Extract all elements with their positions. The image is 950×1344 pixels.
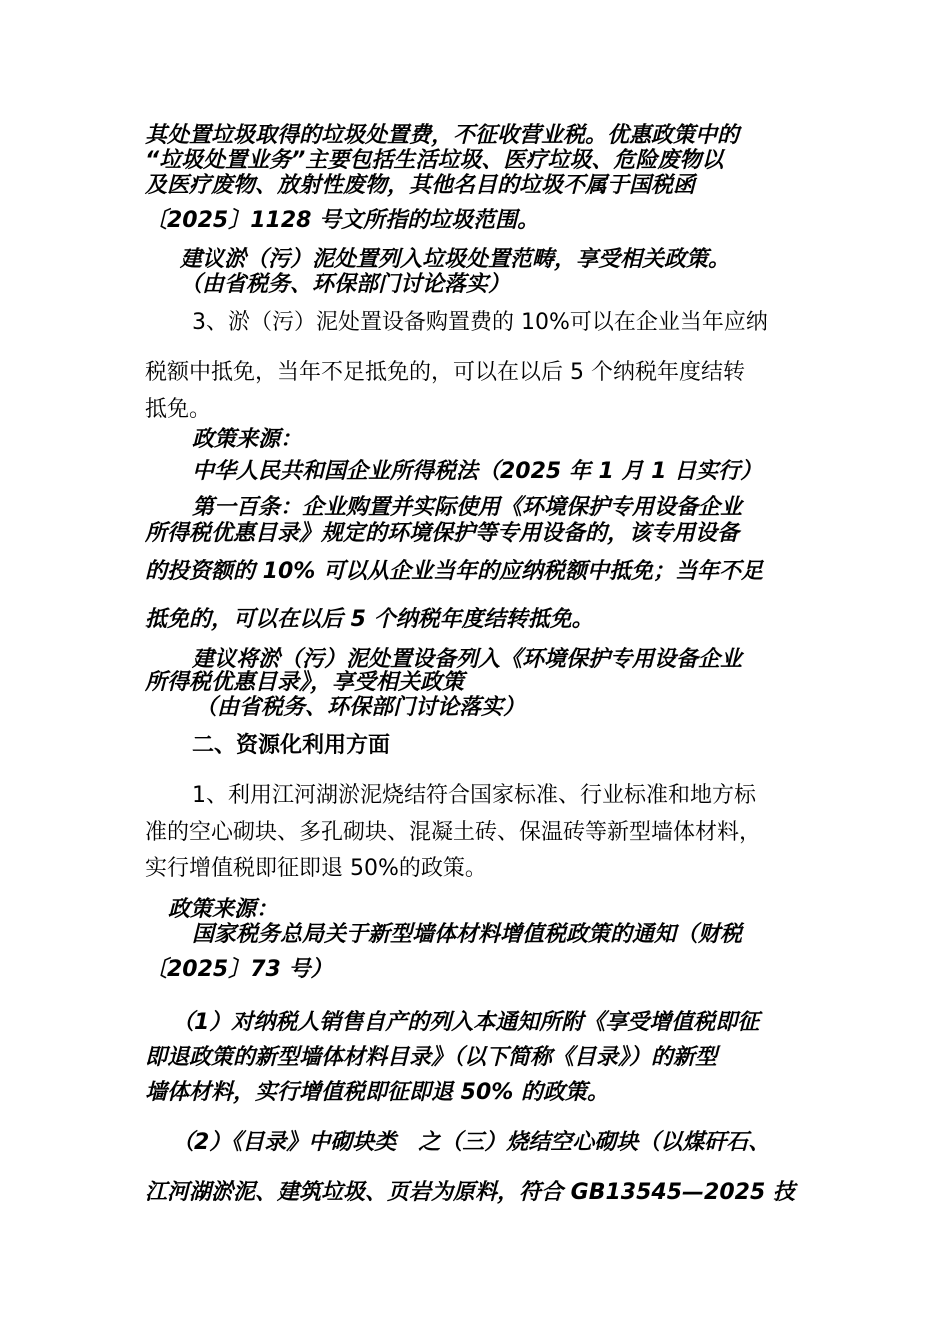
text-line: 及医疗废物、放射性废物，其他名目的垃圾不属于国税函 (145, 173, 696, 198)
text-line: 江河湖淤泥、建筑垃圾、页岩为原料，符合 GB13545—2025 技 (145, 1180, 795, 1205)
text-line: （由省税务、环保部门讨论落实） (195, 695, 526, 720)
text-line: 中华人民共和国企业所得税法（2025 年 1 月 1 日实行） (192, 459, 763, 484)
text-line: 税额中抵免，当年不足抵免的，可以在以后 5 个纳税年度结转 (145, 360, 745, 385)
text-line: “垃圾处置业务”主要包括生活垃圾、医疗垃圾、危险废物以 (145, 148, 724, 173)
text-line: 所得税优惠目录》规定的环境保护等专用设备的，该专用设备 (145, 521, 740, 546)
text-line: 抵免的，可以在以后 5 个纳税年度结转抵免。 (145, 607, 594, 632)
text-line: 政策来源： (168, 897, 279, 922)
text-line: 其处置垃圾取得的垃圾处置费，不征收营业税。优惠政策中的 (145, 123, 740, 148)
text-line: （由省税务、环保部门讨论落实） (180, 272, 511, 297)
text-line: 建议淤（污）泥处置列入垃圾处置范畴，享受相关政策。 (180, 247, 731, 272)
text-line: 准的空心砌块、多孔砌块、混凝土砖、保温砖等新型墙体材料， (145, 820, 762, 845)
text-line: 政策来源： (192, 427, 303, 452)
section-heading: 二、资源化利用方面 (192, 733, 391, 758)
text-line: 第一百条：企业购置并实际使用《环境保护专用设备企业 (192, 495, 743, 520)
text-line: 抵免。 (145, 397, 212, 422)
text-line: 〔2025〕1128 号文所指的垃圾范围。 (145, 208, 540, 233)
text-line: 即退政策的新型墙体材料目录》（以下简称《目录》）的新型 (145, 1045, 718, 1070)
text-line: 墙体材料，实行增值税即征即退 50% 的政策。 (145, 1080, 609, 1105)
text-line: 国家税务总局关于新型墙体材料增值税政策的通知（财税 (192, 922, 743, 947)
text-line: 实行增值税即征即退 50%的政策。 (145, 856, 487, 881)
text-line: 建议将淤（污）泥处置设备列入《环境保护专用设备企业 (192, 647, 743, 672)
text-line: 的投资额的 10% 可以从企业当年的应纳税额中抵免；当年不足 (145, 559, 763, 584)
text-line: （1）对纳税人销售自产的列入本通知所附《享受增值税即征 (172, 1010, 760, 1035)
text-line: 1、利用江河湖淤泥烧结符合国家标准、行业标准和地方标 (192, 783, 756, 808)
text-line: 〔2025〕73 号） (145, 957, 333, 982)
text-line: 3、淤（污）泥处置设备购置费的 10%可以在企业当年应纳 (192, 310, 768, 335)
text-line: 所得税优惠目录》，享受相关政策 (145, 670, 465, 695)
text-line: （2）《目录》中砌块类 之（三）烧结空心砌块（以煤矸石、 (172, 1130, 771, 1155)
